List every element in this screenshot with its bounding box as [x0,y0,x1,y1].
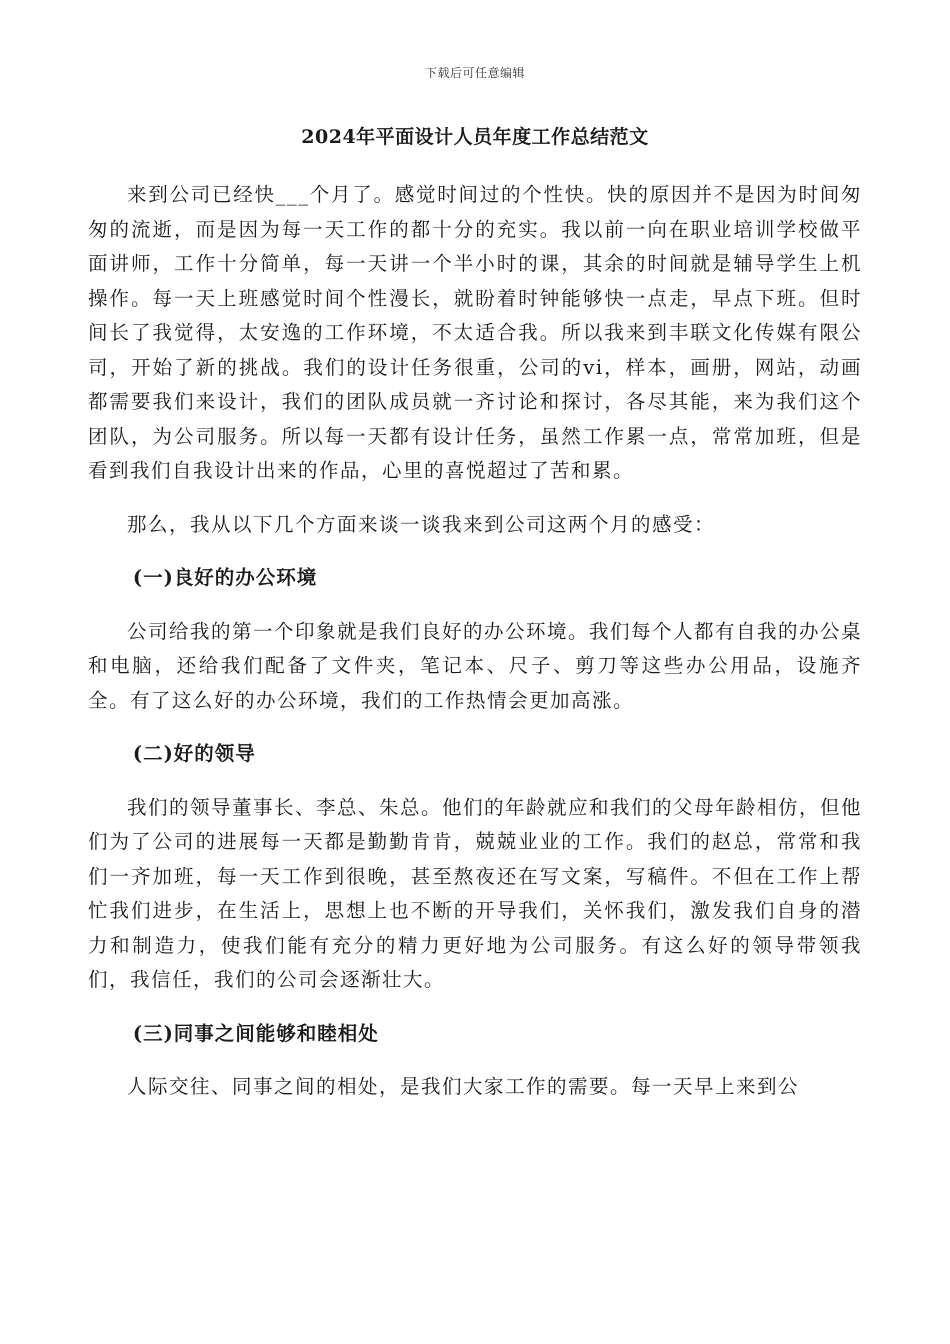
section-text-office: 公司给我的第一个印象就是我们良好的办公环境。我们每个人都有自我的办公桌和电脑，还给我们配备了文件夹，笔记本、尺子、剪刀等这些办公用品，设施齐全。有了这么好的办公环境，我们的工作热情会更加高涨。 [88,619,863,712]
section-heading-colleagues: (三)同事之间能够和睦相处 [132,1021,379,1045]
header-note: 下载后可任意编辑 [424,66,525,80]
transition-paragraph: 那么，我从以下几个方面来谈一谈我来到公司这两个月的感受： [127,512,716,536]
section-heading-office: (一)良好的办公环境 [132,566,318,589]
section-text-colleagues: 人际交往、同事之间的相处，是我们大家工作的需要。每一天早上来到公 [127,1075,800,1098]
intro-paragraph: 来到公司已经快___个月了。感觉时间过的个性快。快的原因并不是因为时间匆匆的流逝，而是因为每一天工作的都十分的充实。我以前一向在职业培训学校做平面讲师，工作十分简单，每一天讲一个半小时的课，其余的时间就是辅导学生上机操作。每一天上班感觉时间个性漫长，就盼着时钟能够快一点走，早点下班。但时间长了我觉得，太安逸的工作环境，不太适合我。所以我来到丰联文化传媒有限公司，开始了新的挑战。我们的设计任务很重，公司的vi，样本，画册，网站，动画都需要我们来设计，我们的团队成员就一齐讨论和探讨，各尽其能，来为我们这个团队，为公司服务。所以每一天都有设计任务，虽然工作累一点，常常加班，但是看到我们自我设计出来的作品，心里的喜悦超过了苦和累。 [88,183,862,482]
document-title: 2024年平面设计人员年度工作总结范文 [301,126,649,148]
section-text-leaders: 我们的领导董事长、李总、朱总。他们的年龄就应和我们的父母年龄相仿，但他们为了公司的进展每一天都是勤勤肯肯，兢兢业业的工作。我们的赵总，常常和我们一齐加班，每一天工作到很晚，甚至熬夜还在写文案，写稿件。不但在工作上帮忙我们进步，在生活上，思想上也不断的开导我们，关怀我们，激发我们自身的潜力和制造力，使我们能有充分的精力更好地为公司服务。有这么好的领导带领我们，我信任，我们的公司会逐渐壮大。 [88,795,863,991]
document-body [88,178,862,1105]
section-heading-leaders: (二)好的领导 [132,742,256,765]
